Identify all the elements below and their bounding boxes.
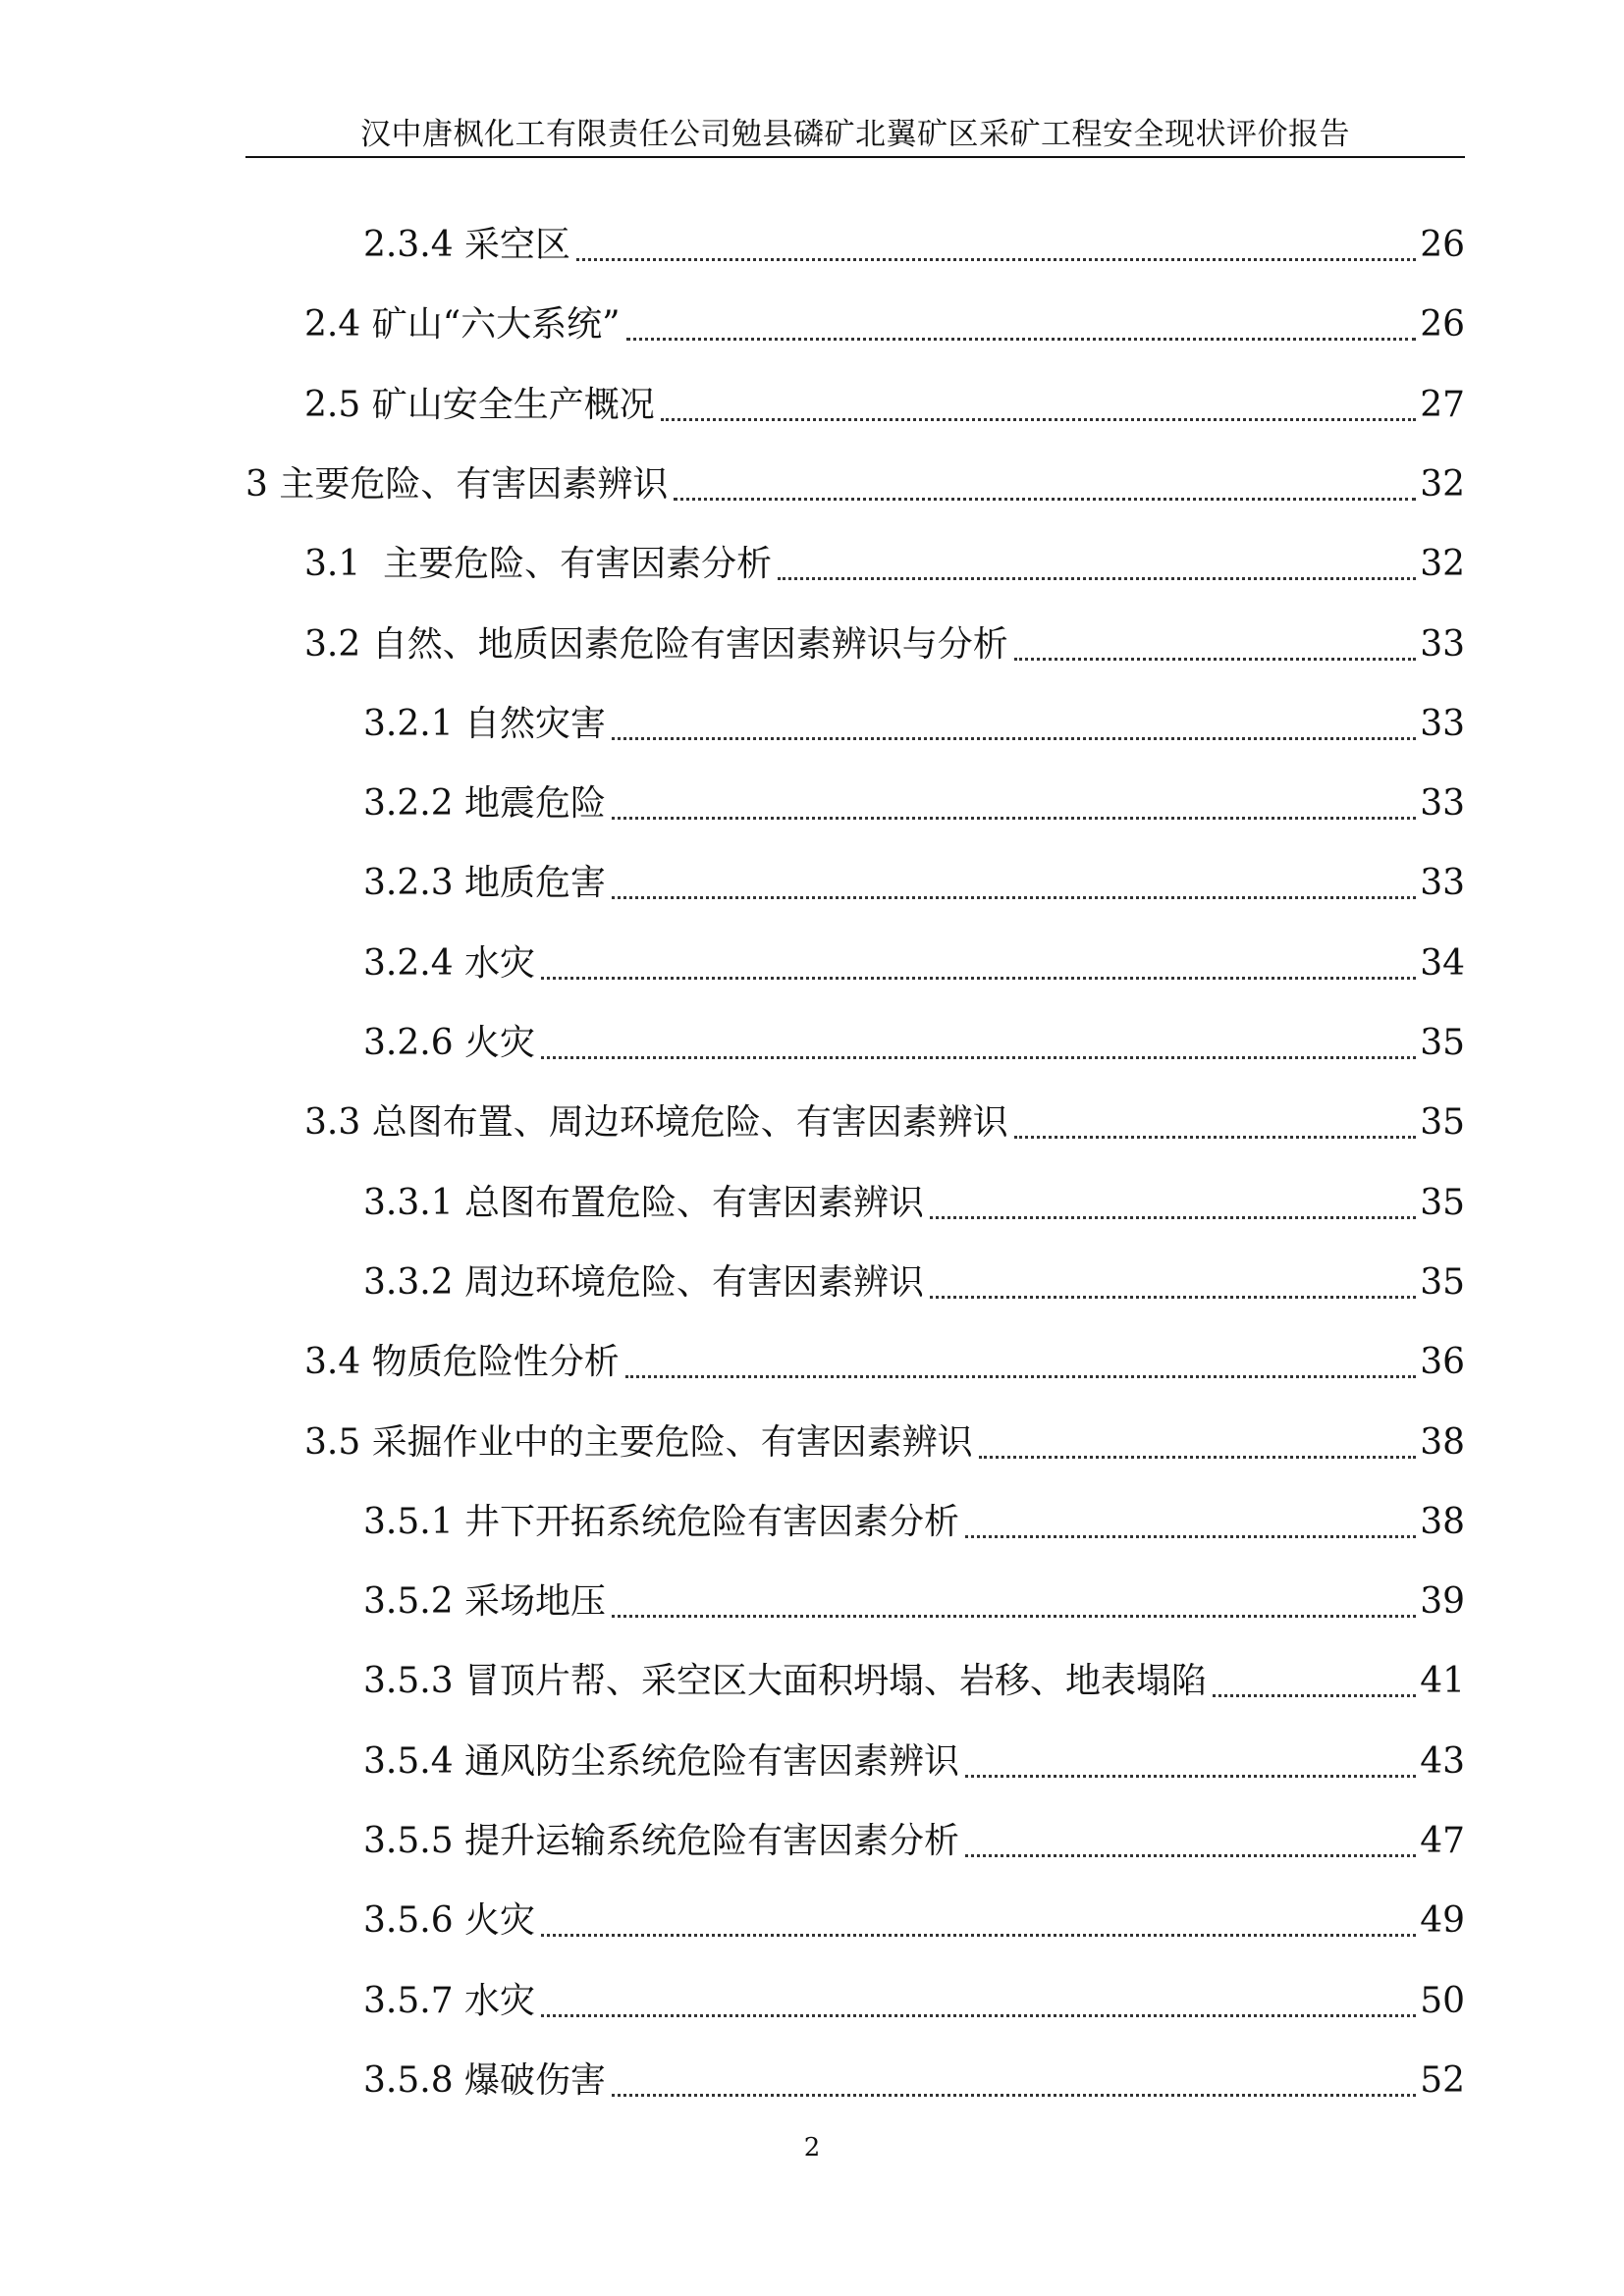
toc-dot-leader xyxy=(612,2094,1416,2097)
toc-entry[interactable] xyxy=(363,697,1465,752)
toc-entry-label: 3.3.2 周边环境危险、有害因素辨识 xyxy=(363,1262,925,1303)
toc-entry-label: 2.3.4 采空区 xyxy=(363,225,571,265)
toc-dot-leader xyxy=(612,1615,1416,1618)
toc-dot-leader xyxy=(612,896,1416,899)
toc-entry-label: 3.5.5 提升运输系统危险有害因素分析 xyxy=(363,1821,960,1861)
toc-entry-label: 3.5.2 采场地压 xyxy=(363,1581,607,1622)
toc-entry-label: 3.5 采掘作业中的主要危险、有害因素辨识 xyxy=(304,1422,973,1463)
toc-entry-page: 33 xyxy=(1420,624,1465,665)
toc-entry[interactable] xyxy=(304,378,1465,433)
toc-entry-page: 35 xyxy=(1420,1102,1465,1143)
toc-entry[interactable] xyxy=(363,1255,1465,1310)
toc-entry-page: 27 xyxy=(1420,385,1465,425)
toc-dot-leader xyxy=(674,498,1416,501)
toc-dot-leader xyxy=(965,1535,1416,1538)
toc-entry[interactable] xyxy=(363,1735,1465,1789)
toc-entry-page: 52 xyxy=(1420,2060,1465,2101)
toc-entry-page: 32 xyxy=(1420,544,1465,584)
toc-entry[interactable] xyxy=(304,297,1465,352)
toc-entry-label: 3.1 主要危险、有害因素分析 xyxy=(304,544,773,584)
toc-entry-label: 3.2 自然、地质因素危险有害因素辨识与分析 xyxy=(304,624,1008,665)
toc-entry[interactable] xyxy=(304,1095,1465,1150)
toc-entry-page: 49 xyxy=(1420,1900,1465,1941)
toc-entry-label: 3.4 物质危险性分析 xyxy=(304,1342,620,1382)
toc-dot-leader xyxy=(1014,1136,1416,1139)
toc-dot-leader xyxy=(930,1296,1416,1299)
toc-entry-label: 3.5.8 爆破伤害 xyxy=(363,2060,607,2101)
toc-entry[interactable] xyxy=(363,1894,1465,1949)
toc-dot-leader xyxy=(965,1775,1416,1778)
toc-entry[interactable] xyxy=(363,218,1465,273)
page-number: 2 xyxy=(803,2133,821,2163)
toc-entry-label: 3.5.3 冒顶片帮、采空区大面积坍塌、岩移、地表塌陷 xyxy=(363,1661,1208,1701)
toc-entry[interactable] xyxy=(245,457,1465,512)
toc-dot-leader xyxy=(625,1375,1416,1378)
toc-entry-page: 35 xyxy=(1420,1262,1465,1303)
toc-entry-page: 50 xyxy=(1420,1981,1465,2021)
toc-dot-leader xyxy=(965,1854,1416,1857)
toc-dot-leader xyxy=(612,817,1416,820)
toc-dot-leader xyxy=(930,1216,1416,1219)
toc-entry-page: 38 xyxy=(1420,1422,1465,1463)
toc-entry-page: 43 xyxy=(1420,1741,1465,1782)
toc-entry-page: 36 xyxy=(1420,1342,1465,1382)
toc-entry-page: 33 xyxy=(1420,783,1465,824)
toc-entry[interactable] xyxy=(363,2054,1465,2109)
toc-entry-page: 41 xyxy=(1420,1661,1465,1701)
toc-entry-page: 32 xyxy=(1420,464,1465,505)
toc-entry-label: 3.5.7 水灾 xyxy=(363,1981,536,2021)
toc-entry-page: 35 xyxy=(1420,1183,1465,1223)
toc-entry-page: 26 xyxy=(1420,225,1465,265)
toc-entry[interactable] xyxy=(363,1495,1465,1550)
toc-entry-label: 3.2.2 地震危险 xyxy=(363,783,607,824)
toc-entry-page: 34 xyxy=(1420,943,1465,984)
toc-entry[interactable] xyxy=(363,776,1465,831)
toc-entry[interactable] xyxy=(363,1654,1465,1709)
toc-dot-leader xyxy=(541,1934,1416,1937)
toc-dot-leader xyxy=(626,338,1417,341)
toc-entry-label: 3.5.1 井下开拓系统危险有害因素分析 xyxy=(363,1502,960,1542)
toc-entry-label: 2.5 矿山安全生产概况 xyxy=(304,385,655,425)
toc-entry[interactable] xyxy=(363,1016,1465,1071)
toc-entry-label: 3.2.6 火灾 xyxy=(363,1023,536,1063)
toc-entry-page: 38 xyxy=(1420,1502,1465,1542)
toc-entry-page: 47 xyxy=(1420,1821,1465,1861)
toc-entry[interactable] xyxy=(304,1415,1465,1470)
toc-entry-page: 26 xyxy=(1420,304,1465,345)
toc-entry[interactable] xyxy=(304,537,1465,592)
toc-entry-label: 3 主要危险、有害因素辨识 xyxy=(245,464,669,505)
toc-entry-page: 39 xyxy=(1420,1581,1465,1622)
toc-dot-leader xyxy=(778,577,1416,580)
toc-entry-label: 3.2.3 地质危害 xyxy=(363,863,607,903)
toc-dot-leader xyxy=(1014,658,1416,661)
toc-dot-leader xyxy=(576,258,1416,261)
toc-entry[interactable] xyxy=(363,856,1465,911)
toc-entry[interactable] xyxy=(363,1575,1465,1629)
toc-dot-leader xyxy=(541,2014,1416,2017)
toc-entry[interactable] xyxy=(304,617,1465,672)
toc-entry-page: 33 xyxy=(1420,863,1465,903)
toc-entry-label: 3.2.1 自然灾害 xyxy=(363,704,607,744)
toc-entry[interactable] xyxy=(363,1814,1465,1869)
toc-dot-leader xyxy=(541,977,1416,980)
running-header: 汉中唐枫化工有限责任公司勉县磷矿北翼矿区采矿工程安全现状评价报告 xyxy=(360,117,1350,152)
toc-dot-leader xyxy=(979,1456,1416,1459)
toc-entry-page: 35 xyxy=(1420,1023,1465,1063)
toc-dot-leader xyxy=(541,1056,1416,1059)
toc-entry-label: 3.3.1 总图布置危险、有害因素辨识 xyxy=(363,1183,925,1223)
toc-entry[interactable] xyxy=(363,1176,1465,1231)
toc-dot-leader xyxy=(612,737,1416,740)
toc-entry-label: 3.5.4 通风防尘系统危险有害因素辨识 xyxy=(363,1741,960,1782)
toc-entry[interactable] xyxy=(363,1974,1465,2029)
toc-entry-label: 2.4 矿山“六大系统” xyxy=(304,304,621,345)
toc-entry-page: 33 xyxy=(1420,704,1465,744)
toc-dot-leader xyxy=(661,418,1416,421)
toc-dot-leader xyxy=(1213,1694,1416,1697)
toc-entry[interactable] xyxy=(304,1335,1465,1390)
toc-entry-label: 3.5.6 火灾 xyxy=(363,1900,536,1941)
toc-entry-label: 3.2.4 水灾 xyxy=(363,943,536,984)
toc-entry-label: 3.3 总图布置、周边环境危险、有害因素辨识 xyxy=(304,1102,1008,1143)
toc-entry[interactable] xyxy=(363,936,1465,991)
